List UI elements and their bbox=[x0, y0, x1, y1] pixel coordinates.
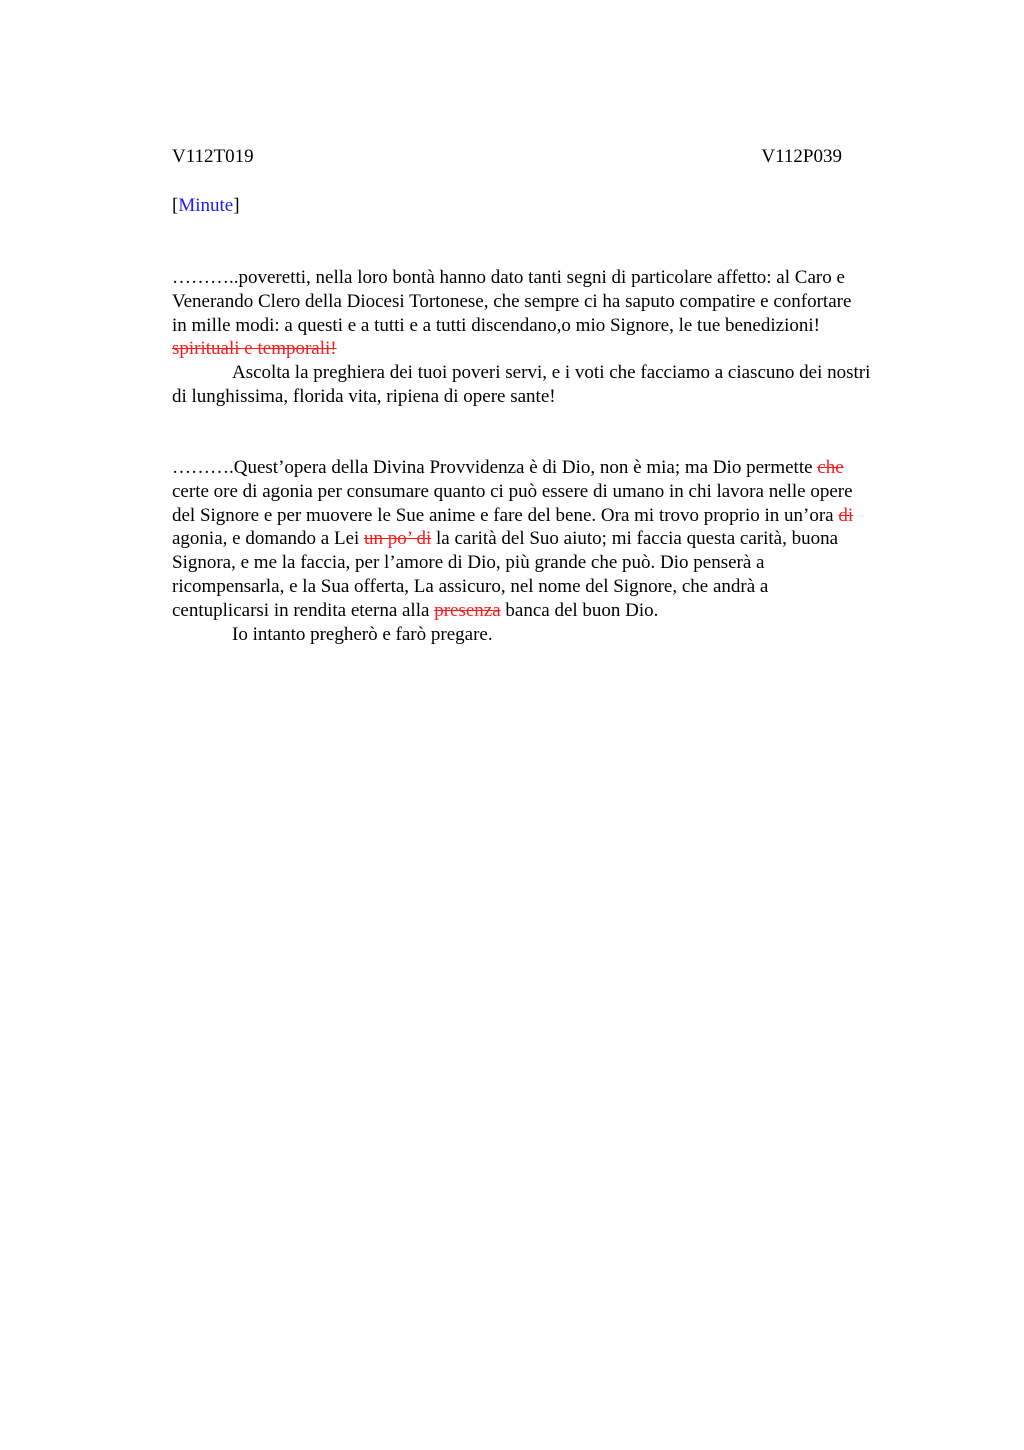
text-line: Io intanto pregherò e farò pregare. bbox=[232, 623, 493, 645]
minute-link[interactable]: Minute bbox=[178, 195, 234, 216]
text-line: ………..poveretti, nella loro bontà hanno dato tanti segni di particolare affetto: al Caro e bbox=[172, 267, 845, 288]
text-line: certe ore di agonia per consumare quanto ci può essere di umano in chi lavora nelle opere bbox=[172, 480, 853, 502]
deleted-text: di bbox=[838, 504, 854, 526]
text-segment: agonia, e domando a Lei bbox=[172, 528, 365, 550]
minute-open-bracket: [ bbox=[172, 195, 179, 216]
text-line: Venerando Clero della Diocesi Tortonese, che sempre ci ha saputo compatire e confortare bbox=[172, 290, 852, 312]
document-header bbox=[172, 146, 842, 170]
text-segment: centuplicarsi in rendita eterna alla bbox=[172, 599, 435, 621]
text-line bbox=[172, 456, 932, 480]
deleted-text: spirituali e temporali! bbox=[172, 338, 337, 360]
paragraph-block-2 bbox=[172, 456, 932, 646]
text-line: Ascolta la preghiera dei tuoi poveri servi, e i voti che facciamo a ciascuno dei nostri bbox=[232, 362, 871, 384]
text-segment: ……….Quest’opera della Divina Provvidenza è di Dio, non è mia; ma Dio permette bbox=[172, 457, 818, 478]
minute-label bbox=[172, 195, 240, 217]
text-line bbox=[172, 599, 932, 623]
text-line: ricompensarla, e la Sua offerta, La assicuro, nel nome del Signore, che andrà a bbox=[172, 575, 769, 597]
text-line bbox=[172, 504, 932, 528]
text-segment: la carità del Suo aiuto; mi faccia questa carità, buona bbox=[431, 528, 838, 550]
text-segment: del Signore e per muovere le Sue anime e fare del bene. Ora mi trovo proprio in un’ora bbox=[172, 504, 839, 526]
deleted-text: presenza bbox=[434, 599, 501, 621]
text-line bbox=[172, 337, 932, 361]
text-segment: banca del buon Dio. bbox=[500, 599, 659, 621]
text-line: di lunghissima, florida vita, ripiena di opere sante! bbox=[172, 385, 556, 407]
document-code-right: V112P039 bbox=[761, 146, 842, 167]
paragraph-block-1 bbox=[172, 266, 932, 409]
deleted-text: che bbox=[817, 457, 844, 478]
deleted-text: un po’ di bbox=[364, 528, 432, 550]
minute-close-bracket: ] bbox=[233, 195, 240, 216]
document-code-left: V112T019 bbox=[172, 146, 254, 167]
text-line: Signora, e me la faccia, per l’amore di Dio, più grande che può. Dio penserà a bbox=[172, 552, 765, 574]
text-line: in mille modi: a questi e a tutti e a tutti discendano,o mio Signore, le tue benedizioni! bbox=[172, 314, 820, 336]
text-line bbox=[172, 527, 932, 551]
